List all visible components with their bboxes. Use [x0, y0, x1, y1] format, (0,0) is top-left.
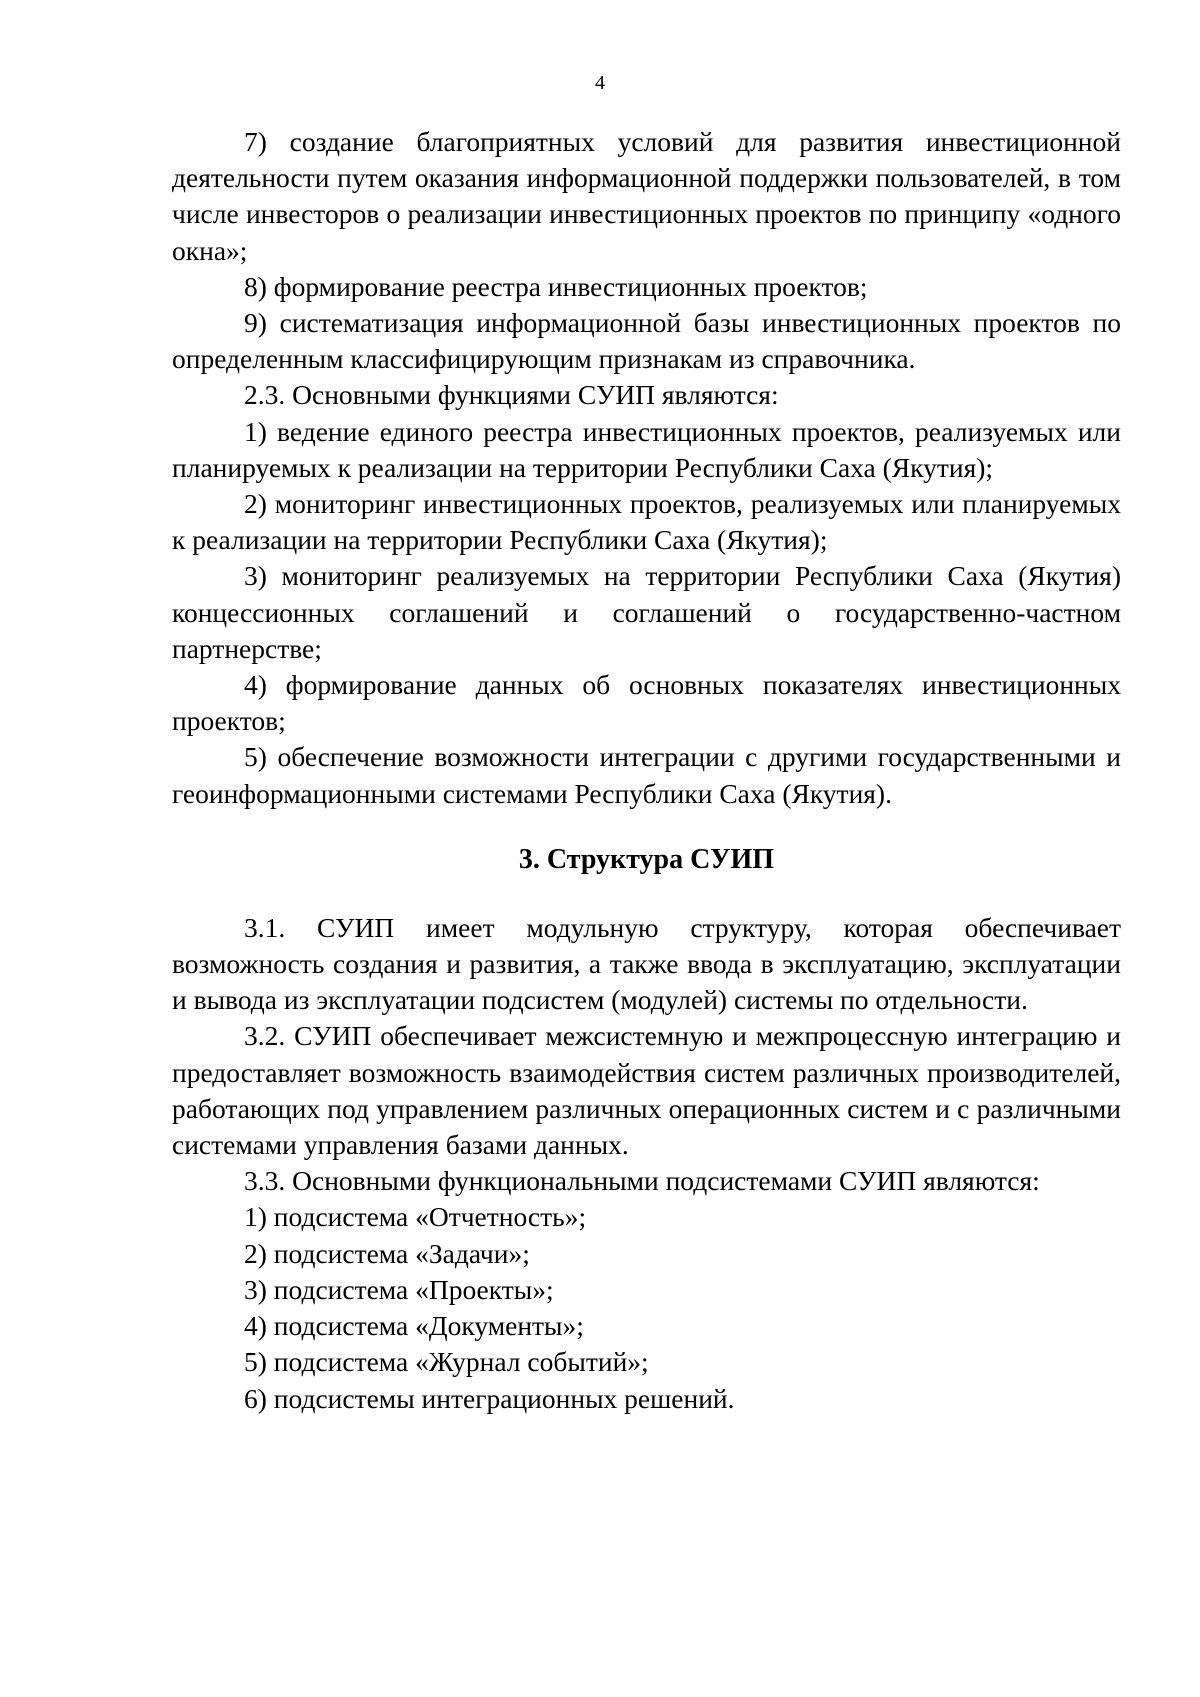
- paragraph: 4) формирование данных об основных показателях инвестиционных проектов;: [172, 669, 1121, 737]
- paragraph: 3) мониторинг реализуемых на территории Республики Саха (Якутия) концессионных соглашений и соглашений о государственно-частном партнерстве;: [172, 560, 1121, 664]
- list-item: 2) подсистема «Задачи»;: [244, 1237, 530, 1269]
- paragraph: 3.1. СУИП имеет модульную структуру, которая обеспечивает возможность создания и развития, а также ввода в эксплуатацию, эксплуатации и вывода из эксплуатации подсистем (модулей) системы по отдельности.: [172, 911, 1121, 1016]
- section-heading: 3. Структура СУИП: [518, 843, 775, 875]
- page-number: 4: [595, 72, 605, 94]
- paragraph: 5) обеспечение возможности интеграции с другими государственными и геоинформационными системами Республики Саха (Якутия).: [172, 741, 1121, 809]
- paragraph: 2) мониторинг инвестиционных проектов, реализуемых или планируемых к реализации на территории Республики Саха (Якутия);: [172, 488, 1121, 556]
- list-item: 6) подсистемы интеграционных решений.: [244, 1382, 735, 1414]
- paragraph: 7) создание благоприятных условий для развития инвестиционной деятельности путем оказания информационной поддержки пользователей, в том числе инвесторов о реализации инвестиционных проектов по принципу «одного окна»;: [172, 126, 1121, 266]
- paragraph: 3.3. Основными функциональными подсистемами СУИП являются:: [244, 1165, 1040, 1197]
- list-item: 3) подсистема «Проекты»;: [244, 1273, 554, 1305]
- list-item: 5) подсистема «Журнал событий»;: [244, 1346, 649, 1378]
- paragraph: 9) систематизация информационной базы инвестиционных проектов по определенным классифицирующим признакам из справочника.: [172, 307, 1121, 375]
- document-body: [172, 124, 1121, 1417]
- paragraph: 1) ведение единого реестра инвестиционных проектов, реализуемых или планируемых к реализации на территории Республики Саха (Якутия);: [172, 415, 1121, 483]
- list-item: 1) подсистема «Отчетность»;: [244, 1201, 587, 1233]
- paragraph: 3.2. СУИП обеспечивает межсистемную и межпроцессную интеграцию и предоставляет возможность взаимодействия систем различных производителей, работающих под управлением различных операционных систем и с различными системами управления базами данных.: [172, 1020, 1121, 1161]
- list-item: 4) подсистема «Документы»;: [244, 1310, 584, 1342]
- paragraph: 2.3. Основными функциями СУИП являются:: [244, 379, 779, 411]
- paragraph: 8) формирование реестра инвестиционных проектов;: [244, 270, 868, 302]
